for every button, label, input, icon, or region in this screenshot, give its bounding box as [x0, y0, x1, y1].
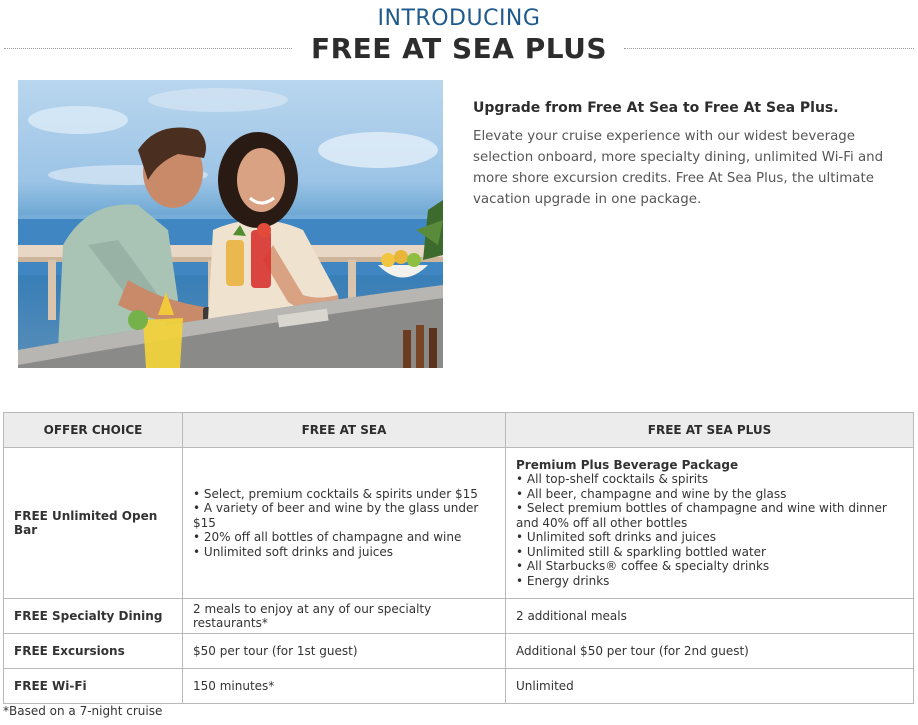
row-label-wifi: FREE Wi-Fi	[4, 669, 183, 704]
column-header-free-at-sea-plus: FREE AT SEA PLUS	[506, 413, 914, 448]
intro-headline: Upgrade from Free At Sea to Free At Sea Plus.	[473, 100, 839, 116]
couple-at-bar-image	[18, 80, 443, 368]
cell-excursions-plus: Additional $50 per tour (for 2nd guest)	[506, 634, 914, 669]
list-item: • All beer, champagne and wine by the glass	[516, 487, 903, 502]
intro-copy	[473, 98, 893, 210]
list-item: • All Starbucks® coffee & specialty drinks	[516, 559, 903, 574]
list-item: • Energy drinks	[516, 574, 903, 589]
row-label-excursions: FREE Excursions	[4, 634, 183, 669]
column-header-free-at-sea: FREE AT SEA	[183, 413, 506, 448]
row-label-specialty-dining: FREE Specialty Dining	[4, 599, 183, 634]
section-header	[0, 6, 918, 68]
list-item: • Select, premium cocktails & spirits under $15	[193, 487, 495, 502]
row-label-open-bar: FREE Unlimited Open Bar	[4, 448, 183, 599]
cell-excursions-free-at-sea: $50 per tour (for 1st guest)	[183, 634, 506, 669]
list-item: • Unlimited soft drinks and juices	[516, 530, 903, 545]
divider-right	[624, 48, 914, 49]
hero-photo	[18, 80, 443, 368]
list-item: • Select premium bottles of champagne and wine with dinner and 40% off all other bottles	[516, 501, 903, 530]
footnote: *Based on a 7-night cruise	[3, 704, 163, 718]
list-item: • All top-shelf cocktails & spirits	[516, 472, 903, 487]
column-header-offer-choice: OFFER CHOICE	[4, 413, 183, 448]
list-item: • 20% off all bottles of champagne and wine	[193, 530, 495, 545]
offer-comparison-table	[3, 412, 914, 704]
table-row-excursions	[4, 634, 914, 669]
table-row-open-bar	[4, 448, 914, 599]
cell-dining-plus: 2 additional meals	[506, 599, 914, 634]
cell-wifi-free-at-sea: 150 minutes*	[183, 669, 506, 704]
list-item: • Unlimited soft drinks and juices	[193, 545, 495, 560]
page-title: FREE AT SEA PLUS	[310, 32, 607, 65]
table-header-row	[4, 413, 914, 448]
table-row-specialty-dining	[4, 599, 914, 634]
list-item: • Unlimited still & sparkling bottled water	[516, 545, 903, 560]
cell-wifi-plus: Unlimited	[506, 669, 914, 704]
package-title: Premium Plus Beverage Package	[516, 457, 739, 472]
list-item: • A variety of beer and wine by the glass under $15	[193, 501, 495, 530]
intro-body: Elevate your cruise experience with our widest beverage selection onboard, more specialty dining, unlimited Wi-Fi and more shore excursion credits. Free At Sea Plus, the ultimate vacation upgrade in one package.	[473, 129, 884, 207]
table-row-wifi	[4, 669, 914, 704]
cell-open-bar-plus	[506, 448, 914, 599]
kicker-text: INTRODUCING	[377, 6, 541, 31]
cell-dining-free-at-sea: 2 meals to enjoy at any of our specialty restaurants*	[183, 599, 506, 634]
cell-open-bar-free-at-sea	[183, 448, 506, 599]
